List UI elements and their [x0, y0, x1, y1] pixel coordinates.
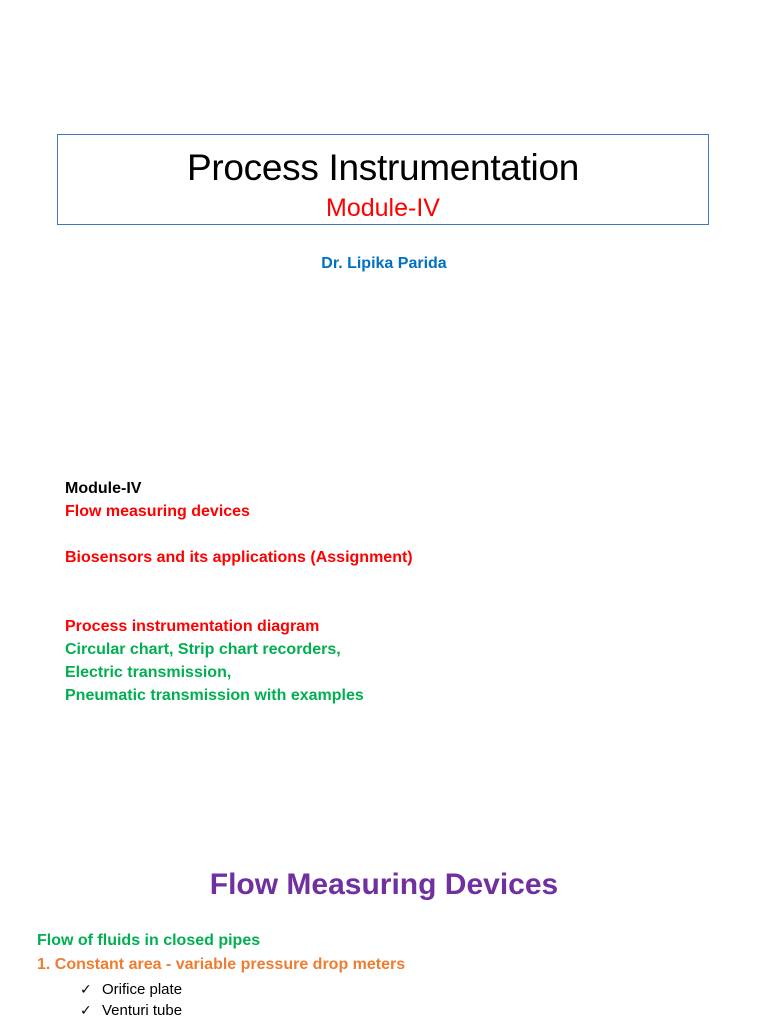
- topic-electric-transmission: Electric transmission,: [65, 664, 232, 681]
- topic-biosensors: Biosensors and its applications (Assignment): [65, 549, 413, 566]
- list-item: [80, 979, 182, 1000]
- module-heading: Module-IV: [65, 480, 142, 497]
- list-item: [80, 1000, 182, 1021]
- check-mark-icon: ✓: [80, 981, 92, 997]
- page-title: Process Instrumentation: [186, 147, 580, 188]
- check-mark-icon: ✓: [80, 1002, 92, 1018]
- topic-pneumatic-transmission: Pneumatic transmission with examples: [65, 687, 364, 704]
- author-name: Dr. Lipika Parida: [321, 255, 447, 272]
- module-topic-list: [65, 477, 413, 707]
- topic-pi-diagram: Process instrumentation diagram: [65, 618, 320, 635]
- topic-chart-recorders: Circular chart, Strip chart recorders,: [65, 641, 341, 658]
- meter-bullet-list: [80, 979, 182, 1021]
- page-subtitle: Module-IV: [326, 194, 440, 222]
- flow-intro-text: Flow of fluids in closed pipes: [37, 932, 261, 949]
- list-item-label: Venturi tube: [102, 1002, 183, 1019]
- flow-subheading: 1. Constant area - variable pressure drop meters: [37, 956, 406, 973]
- list-item-label: Orifice plate: [102, 981, 183, 998]
- topic-flow-measuring: Flow measuring devices: [65, 503, 250, 520]
- title-box: [57, 134, 709, 225]
- section-title: Flow Measuring Devices: [209, 868, 559, 901]
